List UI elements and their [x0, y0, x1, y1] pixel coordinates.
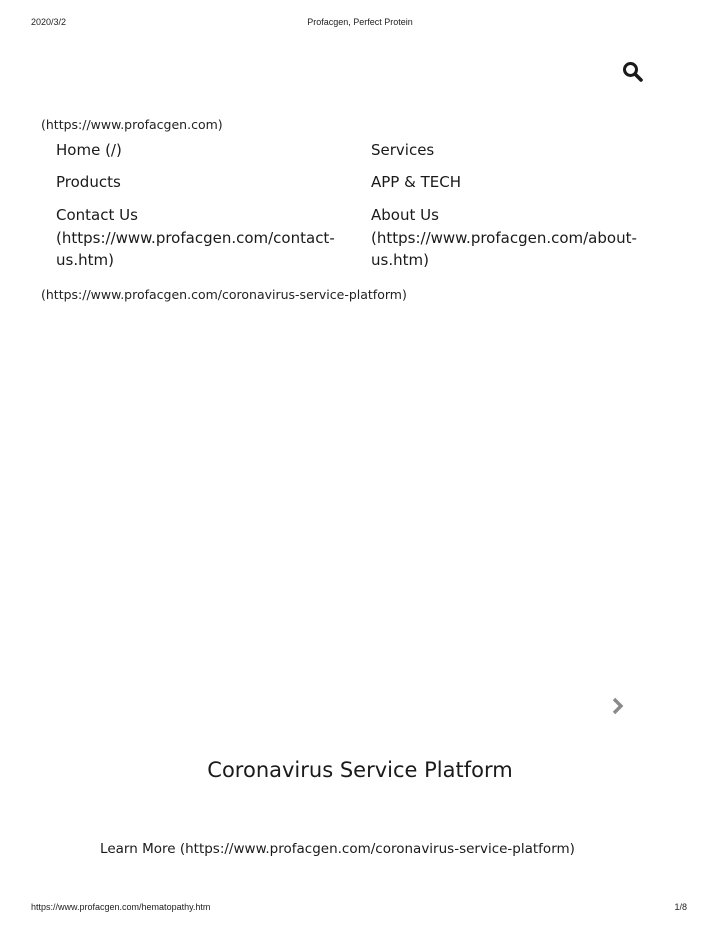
platform-link[interactable]: (https://www.profacgen.com/coronavirus-service-platform): [41, 287, 407, 302]
nav-contact-url-end: us.htm): [56, 251, 114, 269]
print-footer-url: https://www.profacgen.com/hematopathy.htm: [31, 902, 211, 912]
chevron-right-icon: [611, 697, 625, 715]
nav-contact-label: Contact Us: [56, 206, 138, 224]
nav-contact-url: (https://www.profacgen.com/contact-: [56, 228, 335, 247]
nav-about-label: About Us: [371, 206, 439, 224]
search-icon: [621, 60, 645, 84]
nav-home[interactable]: Home (/): [56, 141, 122, 159]
slide-title: Coronavirus Service Platform: [207, 758, 513, 782]
slider-next-button[interactable]: [611, 697, 625, 715]
nav-services[interactable]: Services: [371, 141, 435, 159]
nav-app-tech[interactable]: APP & TECH: [371, 173, 461, 191]
nav-contact-us[interactable]: [56, 204, 356, 272]
logo-link[interactable]: (https://www.profacgen.com): [41, 117, 223, 132]
print-page-number: 1/8: [674, 902, 687, 912]
nav-about-us[interactable]: [371, 204, 671, 272]
nav-products[interactable]: Products: [56, 173, 121, 191]
nav-about-url: (https://www.profacgen.com/about-: [371, 228, 637, 247]
nav-about-url-end: us.htm): [371, 251, 429, 269]
learn-more-link[interactable]: Learn More (https://www.profacgen.com/coronavirus-service-platform): [100, 841, 575, 857]
print-page-title: Profacgen, Perfect Protein: [307, 17, 413, 27]
search-button[interactable]: [621, 60, 645, 84]
print-date: 2020/3/2: [31, 17, 67, 27]
